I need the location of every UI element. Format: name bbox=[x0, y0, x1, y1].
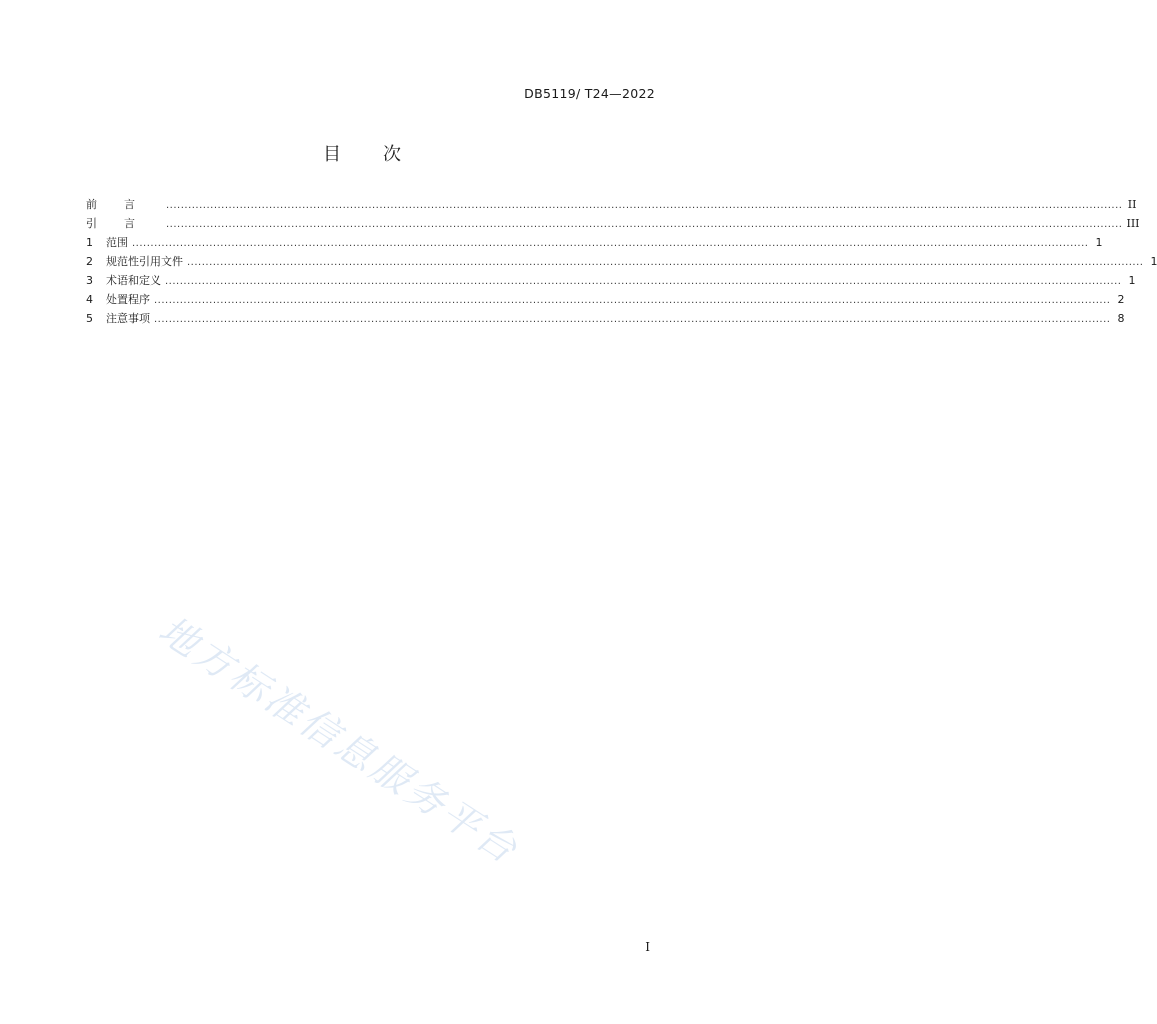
watermark-text: 地方标准信息服务平台 bbox=[151, 607, 528, 874]
toc-entry-introduction[interactable] bbox=[86, 214, 1140, 233]
toc-leader-dots: .................................................................................................................................................................................................................................................................... bbox=[166, 200, 1123, 211]
page-title bbox=[0, 140, 724, 166]
toc-entry-page: 1 bbox=[1095, 236, 1103, 249]
toc-entry-notes[interactable] bbox=[86, 309, 1125, 328]
toc-entry-page: 1 bbox=[1128, 274, 1136, 287]
toc-entry-number: 5 bbox=[86, 312, 93, 325]
toc-entry-page: III bbox=[1126, 217, 1140, 230]
toc-entry-label: 规范性引用文件 bbox=[106, 255, 183, 268]
toc-entry-page: 8 bbox=[1117, 312, 1125, 325]
toc-entry-label: 注意事项 bbox=[106, 312, 150, 325]
toc-entry-page: 1 bbox=[1150, 255, 1157, 268]
toc-entry-terms-definitions[interactable] bbox=[86, 271, 1136, 290]
toc-entry-label: 术语和定义 bbox=[106, 274, 161, 287]
toc-entry-number: 1 bbox=[86, 236, 93, 249]
toc-leader-dots: .................................................................................................................................................................................................................................................................... bbox=[165, 276, 1122, 287]
toc-entry-label: 前言 bbox=[86, 198, 162, 211]
toc-entry-page: 2 bbox=[1117, 293, 1125, 306]
toc-leader-dots: .................................................................................................................................................................................................................................................................... bbox=[187, 257, 1144, 268]
document-code: DB5119/ T24—2022 bbox=[524, 86, 655, 101]
toc-entry-label: 引言 bbox=[86, 217, 162, 230]
toc-leader-dots: .................................................................................................................................................................................................................................................................... bbox=[154, 295, 1111, 306]
toc-leader-dots: .................................................................................................................................................................................................................................................................... bbox=[166, 219, 1123, 230]
toc-entry-number: 3 bbox=[86, 274, 93, 287]
toc-entry-normative-references[interactable] bbox=[86, 252, 1157, 271]
toc-entry-number: 4 bbox=[86, 293, 93, 306]
title-char-2: 次 bbox=[383, 144, 401, 165]
toc-entry-foreword[interactable] bbox=[86, 195, 1137, 214]
toc-entry-scope[interactable] bbox=[86, 233, 1103, 252]
title-char-1: 目 bbox=[323, 144, 341, 165]
toc-entry-number: 2 bbox=[86, 255, 93, 268]
toc-leader-dots: .................................................................................................................................................................................................................................................................... bbox=[154, 314, 1111, 325]
toc-entry-procedure[interactable] bbox=[86, 290, 1125, 309]
toc-entry-page: II bbox=[1127, 198, 1137, 211]
table-of-contents bbox=[86, 195, 1157, 328]
toc-leader-dots: .................................................................................................................................................................................................................................................................... bbox=[132, 238, 1089, 249]
toc-entry-label: 处置程序 bbox=[106, 293, 150, 306]
page-number: I bbox=[645, 940, 650, 954]
toc-entry-label: 范围 bbox=[106, 236, 128, 249]
